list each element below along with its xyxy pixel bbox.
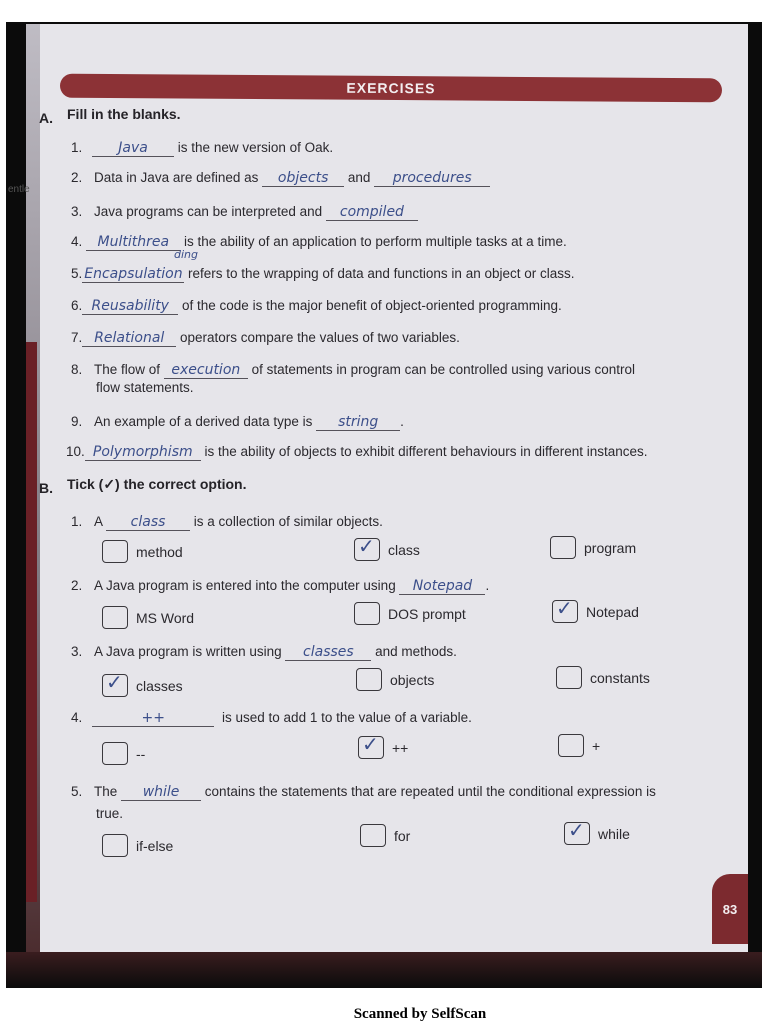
option-label: while — [598, 825, 630, 842]
item-text: Data in Java are defined as — [94, 170, 263, 185]
handwritten-answer: classes — [285, 644, 371, 661]
exercises-banner: EXERCISES — [60, 74, 722, 103]
item-text: A Java program is entered into the computer using — [94, 578, 400, 593]
handwritten-answer: procedures — [374, 170, 490, 187]
check-mark-icon: ✓ — [362, 732, 379, 756]
checkbox[interactable] — [102, 540, 128, 563]
fill-item — [71, 170, 490, 187]
checkbox[interactable] — [102, 742, 128, 765]
option[interactable] — [558, 734, 600, 757]
handwritten-answer: compiled — [326, 204, 418, 221]
item-text: A Java program is written using — [94, 644, 286, 659]
option[interactable] — [564, 818, 630, 845]
section-b-label: B. — [39, 480, 53, 496]
fill-item — [71, 362, 635, 379]
item-text: Java programs can be interpreted and — [94, 204, 326, 219]
item-text: is a collection of similar objects. — [190, 514, 383, 529]
question — [71, 784, 656, 801]
option[interactable] — [102, 540, 183, 563]
item-text: . — [485, 578, 490, 593]
handwritten-answer: Polymorphism — [85, 444, 201, 461]
option-label: Notepad — [586, 603, 639, 620]
option[interactable] — [102, 670, 183, 697]
checkbox[interactable] — [356, 668, 382, 691]
handwritten-answer: execution — [164, 362, 248, 379]
fill-item — [66, 444, 648, 461]
item-number: 1. — [71, 514, 83, 529]
item-number: 3. — [71, 644, 83, 659]
item-text: A — [94, 514, 107, 529]
handwritten-answer: class — [106, 514, 190, 531]
item-text: is the ability of an application to perform multiple tasks at a time. — [180, 234, 567, 249]
photo-bottom-edge — [6, 952, 762, 988]
checkbox[interactable] — [358, 732, 384, 759]
item-number: 3. — [71, 204, 83, 219]
item-text: operators compare the values of two variables. — [176, 330, 460, 345]
handwritten-answer: Relational — [82, 330, 176, 347]
item-number: 2. — [71, 578, 83, 593]
item-text: The — [94, 784, 122, 799]
question — [71, 578, 489, 595]
item-text: flow statements. — [96, 380, 194, 395]
fill-item — [71, 234, 567, 251]
option-label: for — [394, 827, 411, 844]
checkbox[interactable] — [102, 606, 128, 629]
option-label: ++ — [392, 739, 409, 756]
option[interactable] — [354, 602, 466, 625]
handwritten-answer: Notepad — [399, 578, 485, 595]
item-text: and — [344, 170, 375, 185]
option-label: class — [388, 541, 420, 558]
option-label: if-else — [136, 837, 174, 854]
checkbox[interactable] — [550, 536, 576, 559]
fill-item — [71, 330, 460, 347]
option-label: + — [592, 737, 601, 754]
handwritten-answer: objects — [262, 170, 344, 187]
item-text: is the new version of Oak. — [177, 140, 334, 155]
checkbox[interactable] — [360, 824, 386, 847]
check-mark-icon: ✓ — [106, 670, 123, 694]
item-number: 6. — [71, 298, 83, 313]
scan-caption: Scanned by SelfScan — [353, 1006, 487, 1022]
check-mark-icon: ✓ — [568, 818, 585, 842]
item-text: refers to the wrapping of data and functions in an object or class. — [184, 266, 575, 281]
item-text: . — [400, 414, 404, 429]
option[interactable] — [550, 536, 636, 559]
option[interactable] — [356, 668, 434, 691]
option-label: method — [136, 543, 183, 560]
option[interactable] — [102, 742, 145, 765]
item-text: is used to add 1 to the value of a variable. — [218, 710, 472, 725]
item-number: 4. — [71, 710, 83, 725]
item-text: An example of a derived data type is — [94, 414, 317, 429]
checkbox[interactable] — [354, 534, 380, 561]
fill-item — [71, 140, 333, 157]
item-number: 1. — [71, 140, 83, 155]
item-number: 5. — [71, 266, 83, 281]
handwritten-answer: Java — [92, 140, 174, 157]
item-number: 2. — [71, 170, 83, 185]
handwritten-answer: Multithrea — [86, 234, 180, 251]
checkbox[interactable] — [354, 602, 380, 625]
section-b-title: Tick (✓) the correct option. — [67, 476, 247, 492]
item-number: 4. — [71, 234, 83, 249]
textbook-page — [8, 24, 748, 964]
item-number: 7. — [71, 330, 83, 345]
option[interactable] — [358, 732, 409, 759]
option-label: -- — [136, 745, 146, 762]
checkbox[interactable] — [102, 834, 128, 857]
item-text: of statements in program can be controlled using various control — [247, 362, 636, 377]
item-number: 10. — [66, 444, 85, 459]
option-label: MS Word — [136, 609, 195, 626]
fill-item — [71, 298, 562, 315]
item-number: 8. — [71, 362, 83, 377]
check-mark-icon: ✓ — [556, 596, 573, 620]
fill-item — [71, 414, 404, 431]
item-text: of the code is the major benefit of object-oriented programming. — [178, 298, 562, 313]
page-edge-stripe — [26, 342, 37, 902]
option-label: program — [584, 539, 637, 556]
item-text: The flow of — [94, 362, 164, 377]
checkbox[interactable] — [102, 670, 128, 697]
scanned-photo — [6, 22, 762, 988]
item-text: true. — [96, 806, 124, 821]
option[interactable] — [556, 666, 650, 689]
handwritten-answer: Reusability — [82, 298, 178, 315]
option[interactable] — [552, 596, 639, 623]
question — [71, 644, 457, 661]
handwritten-answer: ++ — [92, 710, 214, 727]
item-number: 9. — [71, 414, 83, 429]
option[interactable] — [354, 534, 420, 561]
option-label: objects — [390, 671, 435, 688]
question — [71, 710, 472, 727]
checkbox[interactable] — [558, 734, 584, 757]
section-a-title: Fill in the blanks. — [67, 106, 181, 122]
option[interactable] — [102, 834, 173, 857]
option[interactable] — [360, 824, 410, 847]
item-text: and methods. — [371, 644, 457, 659]
section-a-label: A. — [39, 110, 53, 126]
check-mark-icon: ✓ — [358, 534, 375, 558]
item-number: 5. — [71, 784, 83, 799]
margin-note: entle — [8, 184, 30, 195]
handwritten-answer: Encapsulation — [84, 266, 183, 282]
handwritten-answer: while — [121, 784, 201, 801]
handwritten-answer: ding — [174, 248, 198, 261]
option[interactable] — [102, 606, 194, 629]
question — [71, 514, 383, 531]
item-text: is the ability of objects to exhibit different behaviours in different instances. — [200, 444, 648, 459]
checkbox[interactable] — [552, 596, 578, 623]
fill-item — [71, 266, 575, 283]
option-label: constants — [590, 669, 650, 686]
option-label: classes — [136, 677, 183, 694]
checkbox[interactable] — [564, 818, 590, 845]
option-label: DOS prompt — [388, 605, 466, 622]
item-text: contains the statements that are repeated until the conditional expression is — [201, 784, 656, 799]
checkbox[interactable] — [556, 666, 582, 689]
handwritten-answer: string — [316, 414, 400, 431]
page-number: 83 — [712, 874, 748, 944]
fill-item — [71, 204, 418, 221]
